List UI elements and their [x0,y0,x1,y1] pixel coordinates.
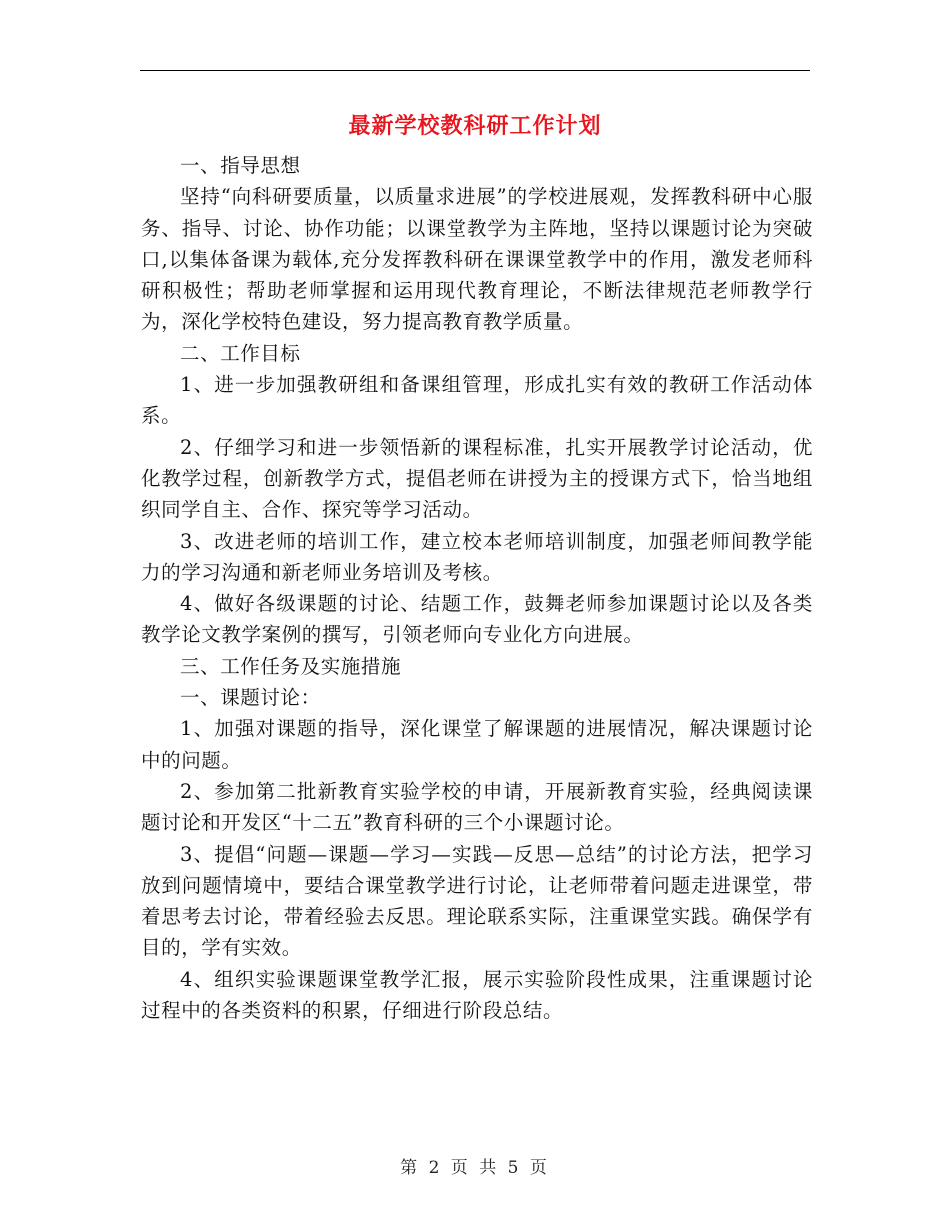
subsection-heading-research: 一、课题讨论： [180,686,321,710]
section-heading-guiding-ideology: 一、指导思想 [180,154,301,177]
paragraph: 4、组织实验课题课堂教学汇报，展示实验阶段性成果，注重课题讨论过程中的各类资料的积累，仔细进行阶段总结。 [141,967,813,1023]
paragraph: 2、仔细学习和进一步领悟新的课程标准，扎实开展教学讨论活动，优化教学过程，创新教学方式，提倡老师在讲授为主的授课方式下，恰当地组织同学自主、合作、探究等学习活动。 [141,435,813,522]
paragraph: 1、进一步加强教研组和备课组管理，形成扎实有效的教研工作活动体系。 [141,373,813,428]
document-body [141,150,813,1026]
paragraph: 坚持“向科研要质量，以质量求进展”的学校进展观，发挥教科研中心服务、指导、讨论、协作功能；以课堂教学为主阵地，坚持以课题讨论为突破口,以集体备课为载体,充分发挥教科研在课课堂教学中的作用，激发老师科研积极性；帮助老师掌握和运用现代教育理论，不断法律规范老师教学行为，深化学校特色建设，努力提高教育教学质量。 [141,185,813,334]
paragraph: 3、改进老师的培训工作，建立校本老师培训制度，加强老师间教学能力的学习沟通和新老师业务培训及考核。 [141,529,813,584]
header-rule [140,70,810,71]
paragraph: 4、做好各级课题的讨论、结题工作，鼓舞老师参加课题讨论以及各类教学论文教学案例的撰写，引领老师向专业化方向进展。 [141,592,813,647]
document-title: 最新学校教科研工作计划 [348,113,602,139]
section-heading-work-goals: 二、工作目标 [180,341,301,365]
paragraph: 2、参加第二批新教育实验学校的申请，开展新教育实验，经典阅读课题讨论和开发区“十二五”教育科研的三个小课题讨论。 [141,779,813,835]
paragraph: 1、加强对课题的指导，深化课堂了解课题的进展情况，解决课题讨论中的问题。 [141,717,813,772]
paragraph: 3、提倡“问题—课题—学习—实践—反思—总结”的讨论方法，把学习放到问题情境中，要结合课堂教学进行讨论，让老师带着问题走进课堂，带着思考去讨论，带着经验去反思。理论联系实际，注重课堂实践。确保学有目的，学有实效。 [141,842,813,960]
page-number: 第 2 页 共 5 页 [400,1158,550,1178]
section-heading-tasks-measures: 三、工作任务及实施措施 [180,654,402,678]
